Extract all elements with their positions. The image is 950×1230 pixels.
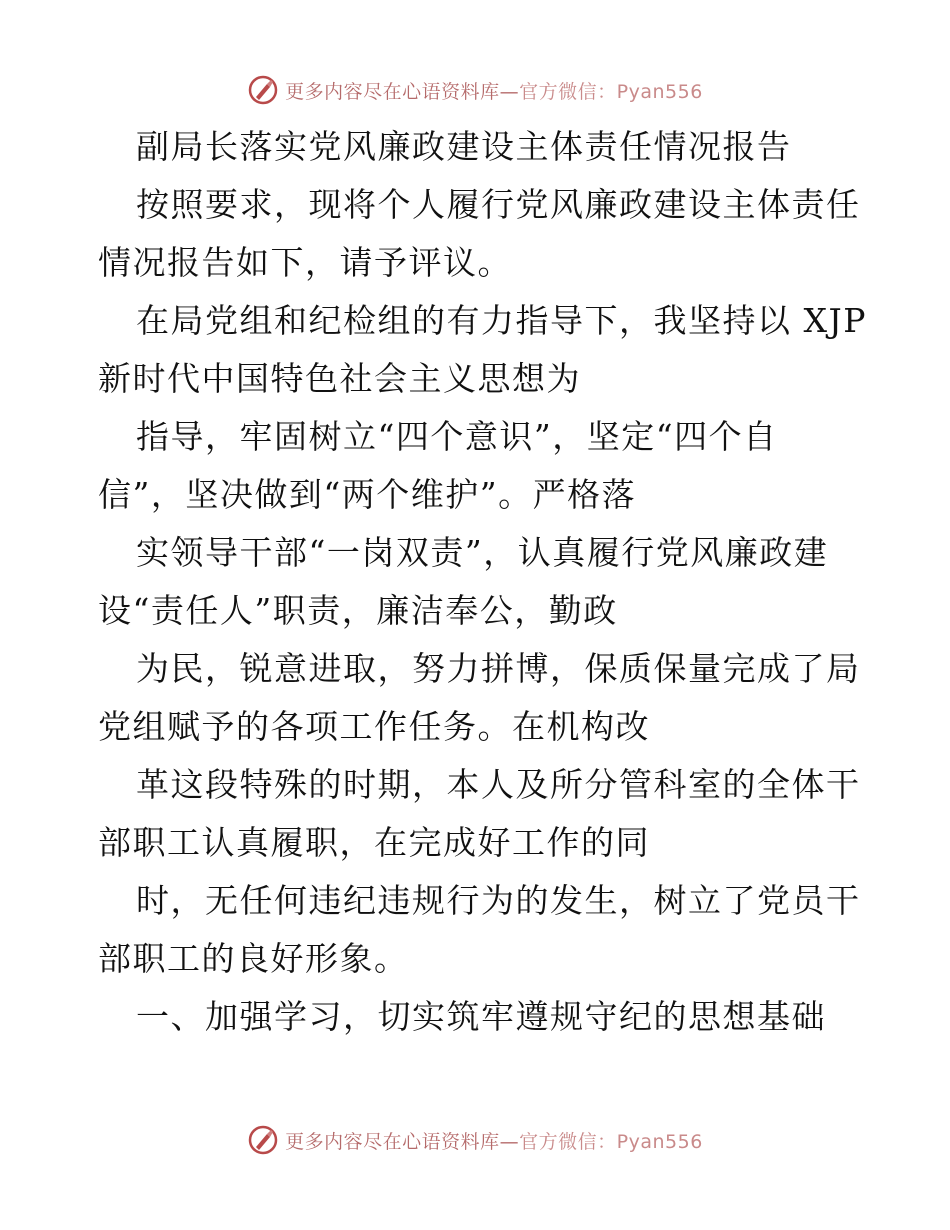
text-line: 一、加强学习，切实筑牢遵规守纪的思想基础 [136, 997, 826, 1036]
footer-watermark [0, 1120, 950, 1160]
watermark-contact-text: 官方微信：Pyan556 [519, 80, 703, 103]
text-line: 在局党组和纪检组的有力指导下，我坚持以 XJP [136, 301, 867, 340]
text-line: 新时代中国特色社会主义思想为 [98, 359, 581, 398]
document-title: 副局长落实党风廉政建设主体责任情况报告 [136, 127, 792, 166]
text-line: 部职工认真履职，在完成好工作的同 [98, 823, 650, 862]
text-line: 党组赋予的各项工作任务。在机构改 [98, 707, 650, 746]
watermark-contact-text: 官方微信：Pyan556 [519, 1130, 703, 1153]
text-line: 按照要求，现将个人履行党风廉政建设主体责任 [136, 185, 861, 224]
text-line: 信”，坚决做到“两个维护”。严格落 [98, 475, 637, 514]
text-line: 革这段特殊的时期，本人及所分管科室的全体干 [136, 765, 861, 804]
text-line: 情况报告如下，请予评议。 [98, 243, 512, 282]
text-line: 为民，锐意进取，努力拼博，保质保量完成了局 [136, 649, 861, 688]
text-line: 实领导干部“一岗双责”，认真履行党风廉政建 [136, 533, 829, 572]
text-line: 指导，牢固树立“四个意识”，坚定“四个自 [136, 417, 778, 456]
watermark-site-text: 更多内容尽在心语资料库— [285, 80, 520, 103]
document-body [98, 118, 867, 1046]
text-line: 设“责任人”职责，廉洁奉公，勤政 [98, 591, 618, 630]
pen-logo-icon [247, 74, 279, 106]
pen-logo-icon [247, 1124, 279, 1156]
text-line: 部职工的良好形象。 [98, 939, 409, 978]
header-watermark [0, 70, 950, 110]
watermark-site-text: 更多内容尽在心语资料库— [285, 1130, 520, 1153]
text-line: 时，无任何违纪违规行为的发生，树立了党员干 [136, 881, 861, 920]
